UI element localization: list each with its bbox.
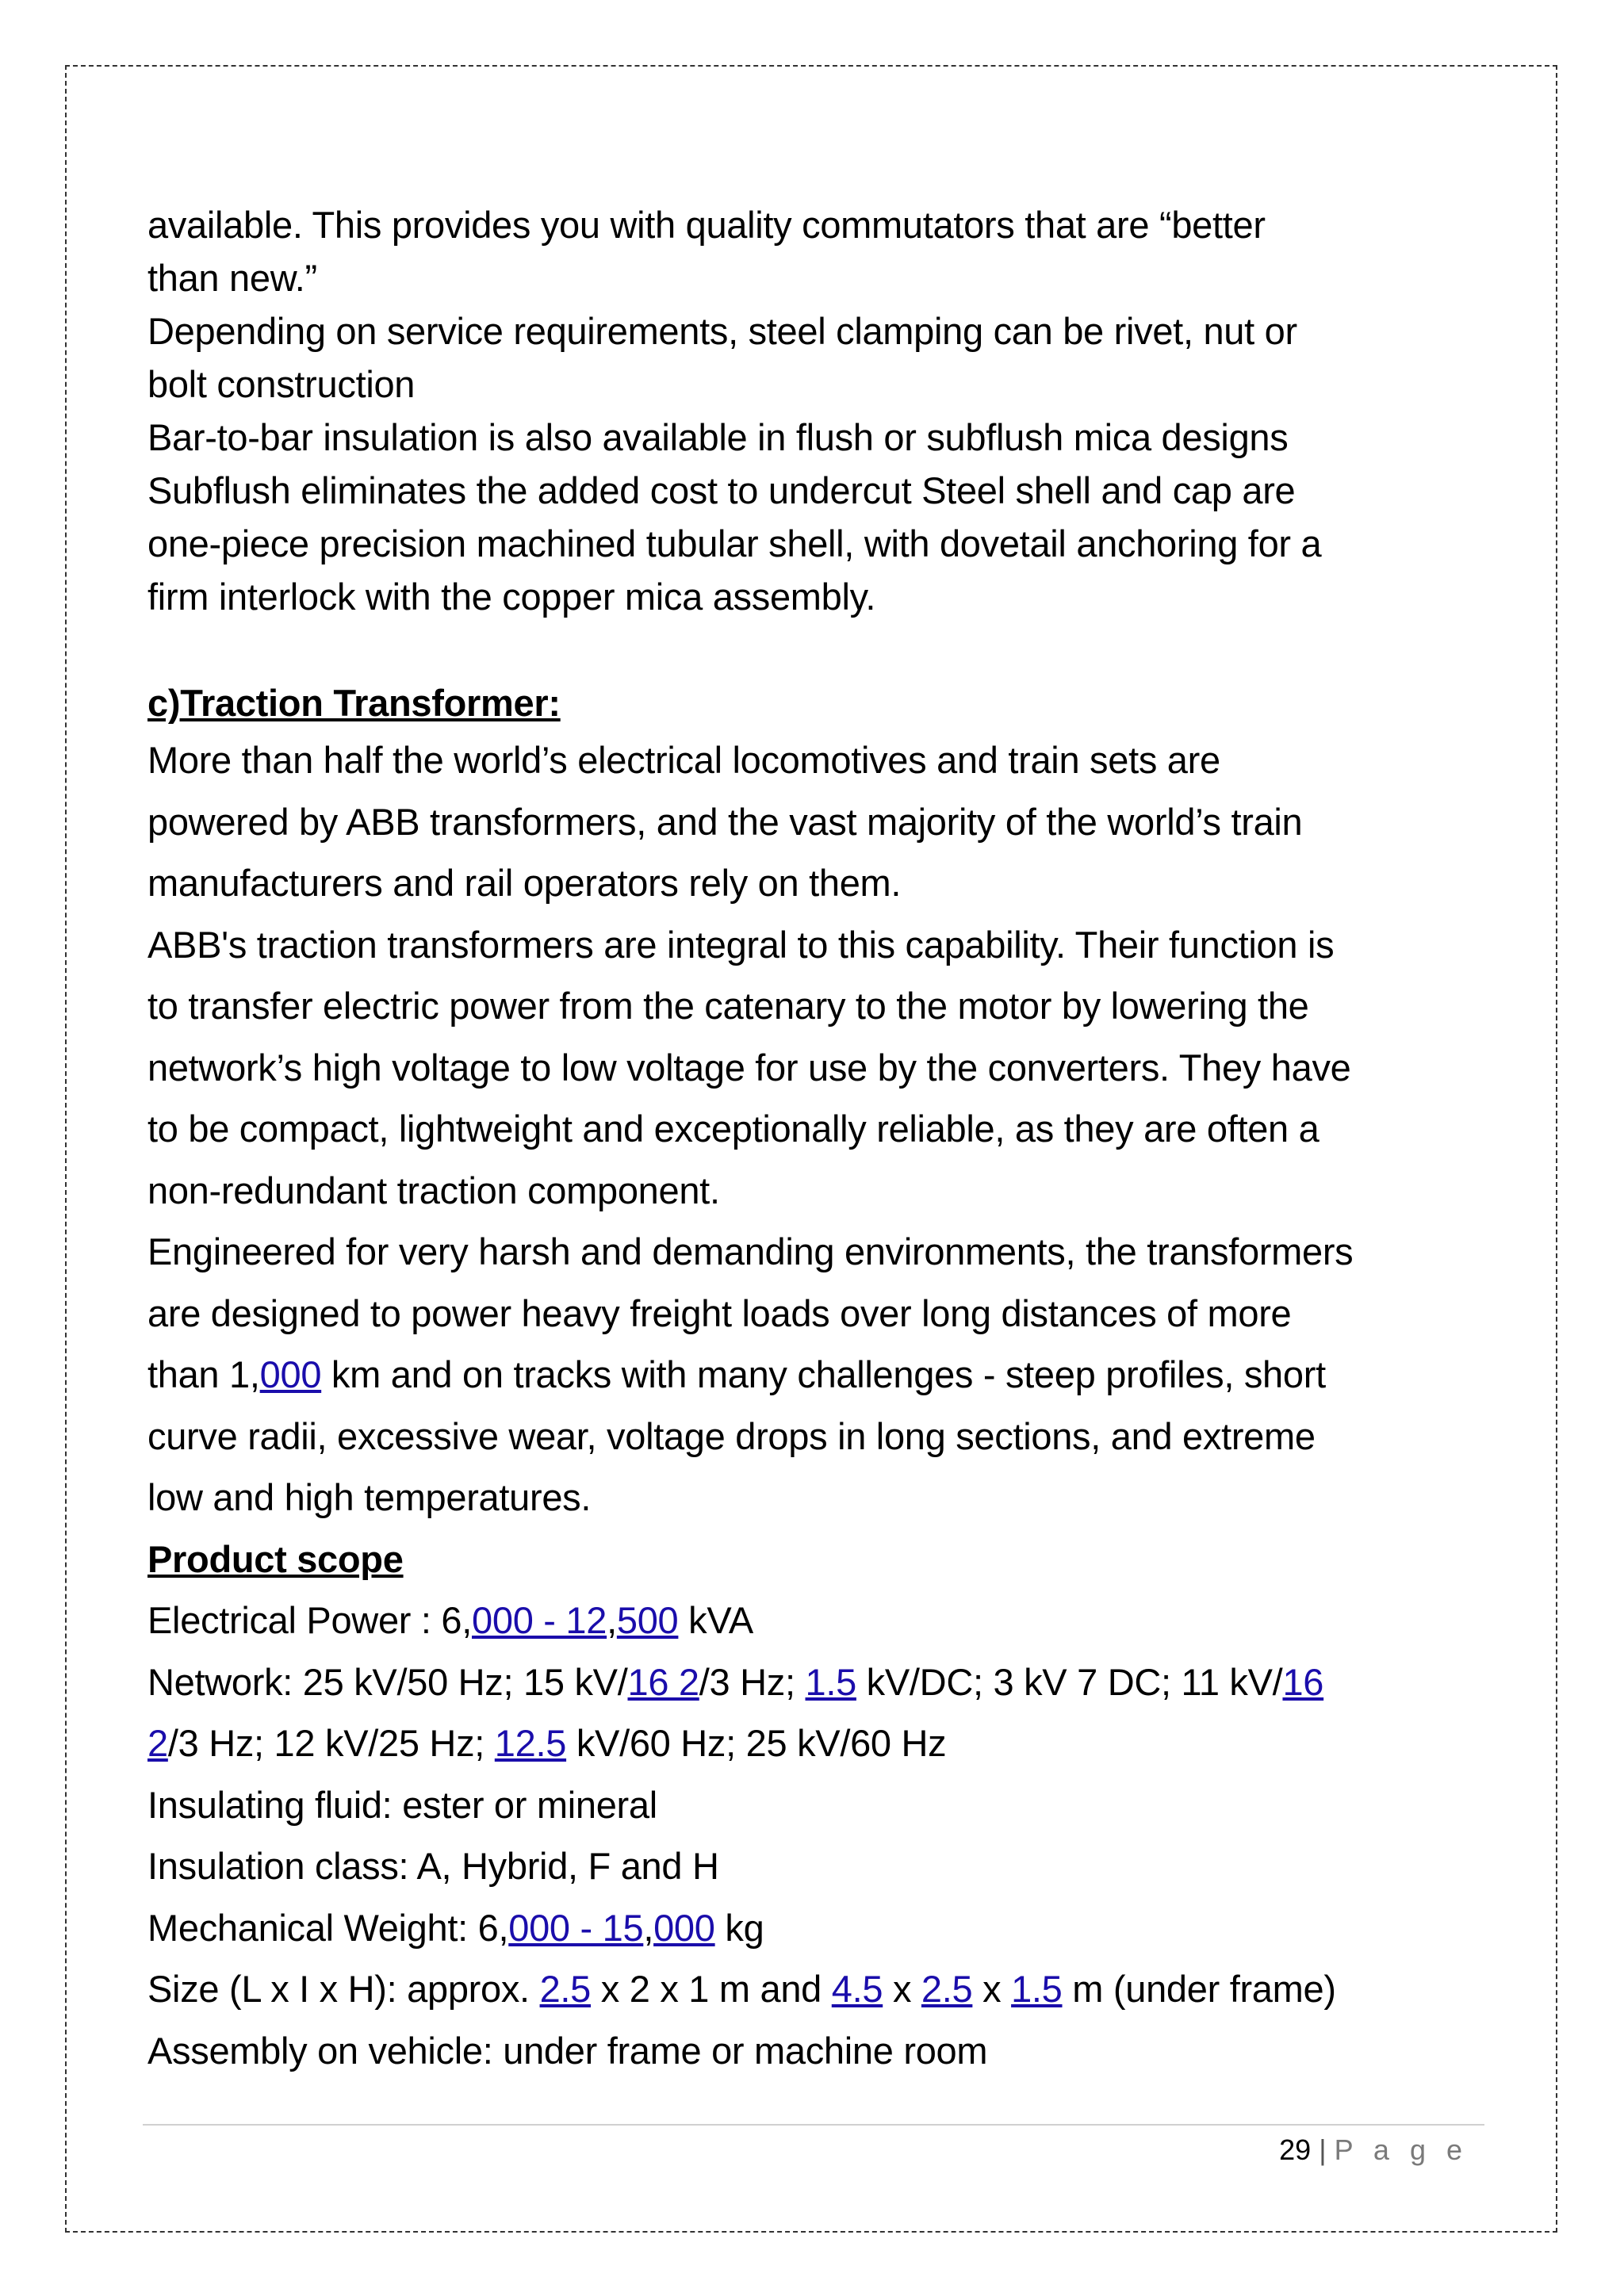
text-line: ABB's traction transformers are integral to this capability. Their function is xyxy=(147,923,1335,966)
text-line: than new.” xyxy=(147,257,317,299)
text-line: network’s high voltage to low voltage for use by the converters. They have xyxy=(147,1046,1351,1089)
text-line: Subflush eliminates the added cost to undercut Steel shell and cap are xyxy=(147,469,1296,511)
text-line: curve radii, excessive wear, voltage drops in long sections, and extreme xyxy=(147,1414,1316,1457)
page-number: 29 xyxy=(1279,2133,1312,2166)
footer-rule xyxy=(143,2124,1484,2126)
text-line: available. This provides you with quality commutators that are “better xyxy=(147,204,1266,246)
number-link[interactable]: 1.5 xyxy=(1011,1968,1063,2010)
product-scope-heading: Product scope xyxy=(147,1537,404,1580)
number-link[interactable]: 1.5 xyxy=(805,1660,856,1703)
text-line: Engineered for very harsh and demanding environments, the transformers xyxy=(147,1230,1354,1272)
mechanical-weight-line: Mechanical Weight: 6,000 - 15,000 kg xyxy=(147,1906,764,1949)
text-line: one-piece precision machined tubular shell, with dovetail anchoring for a xyxy=(147,522,1322,564)
page-footer xyxy=(143,2130,1469,2171)
document-body xyxy=(147,198,1480,2081)
number-link[interactable]: 4.5 xyxy=(831,1968,883,2010)
number-link[interactable]: 12.5 xyxy=(494,1722,567,1764)
insulation-class-line: Insulation class: A, Hybrid, F and H xyxy=(147,1845,719,1887)
intro-paragraph xyxy=(147,198,1480,729)
number-link[interactable]: 2.5 xyxy=(921,1968,973,2010)
number-link[interactable]: 16 xyxy=(1282,1660,1324,1703)
number-link[interactable]: 000 xyxy=(653,1906,715,1949)
number-link[interactable]: 000 - 12 xyxy=(472,1599,607,1641)
number-link[interactable]: 2 xyxy=(147,1722,168,1764)
number-link[interactable]: 000 xyxy=(259,1353,322,1395)
number-link[interactable]: 000 - 15 xyxy=(508,1906,644,1949)
traction-transformer-section xyxy=(147,729,1480,2081)
section-heading: c)Traction Transformer: xyxy=(147,682,561,724)
size-line: Size (L x I x H): approx. 2.5 x 2 x 1 m and 4.5 x 2.5 x 1.5 m (under frame) xyxy=(147,1968,1336,2010)
number-link[interactable]: 2.5 xyxy=(539,1968,591,2010)
text-line: More than half the world’s electrical locomotives and train sets are xyxy=(147,739,1220,781)
number-link[interactable]: 16 2 xyxy=(627,1660,699,1703)
text-line: low and high temperatures. xyxy=(147,1476,592,1518)
text-line: than 1,000 km and on tracks with many challenges - steep profiles, short xyxy=(147,1353,1326,1395)
number-link[interactable]: 500 xyxy=(616,1599,679,1641)
text-line: are designed to power heavy freight loads over long distances of more xyxy=(147,1292,1292,1334)
text-line: manufacturers and rail operators rely on them. xyxy=(147,862,902,904)
footer-separator: | xyxy=(1319,2133,1327,2166)
network-line-continued: 2/3 Hz; 12 kV/25 Hz; 12.5 kV/60 Hz; 25 kV/60 Hz xyxy=(147,1722,947,1764)
text-line: non-redundant traction component. xyxy=(147,1169,720,1211)
insulating-fluid-line: Insulating fluid: ester or mineral xyxy=(147,1783,657,1826)
text-line: powered by ABB transformers, and the vast majority of the world’s train xyxy=(147,800,1303,843)
network-line: Network: 25 kV/50 Hz; 15 kV/16 2/3 Hz; 1.5 kV/DC; 3 kV 7 DC; 11 kV/16 xyxy=(147,1660,1324,1703)
text-line: Bar-to-bar insulation is also available in flush or subflush mica designs xyxy=(147,416,1289,458)
text-line: firm interlock with the copper mica assembly. xyxy=(147,576,876,618)
text-line: to be compact, lightweight and exceptionally reliable, as they are often a xyxy=(147,1108,1320,1150)
text-line: Depending on service requirements, steel clamping can be rivet, nut or xyxy=(147,310,1297,352)
electrical-power-line: Electrical Power : 6,000 - 12,500 kVA xyxy=(147,1599,753,1641)
text-line: to transfer electric power from the catenary to the motor by lowering the xyxy=(147,985,1309,1027)
assembly-line: Assembly on vehicle: under frame or machine room xyxy=(147,2029,988,2072)
text-line: bolt construction xyxy=(147,363,416,405)
page-label: P a g e xyxy=(1334,2133,1469,2166)
